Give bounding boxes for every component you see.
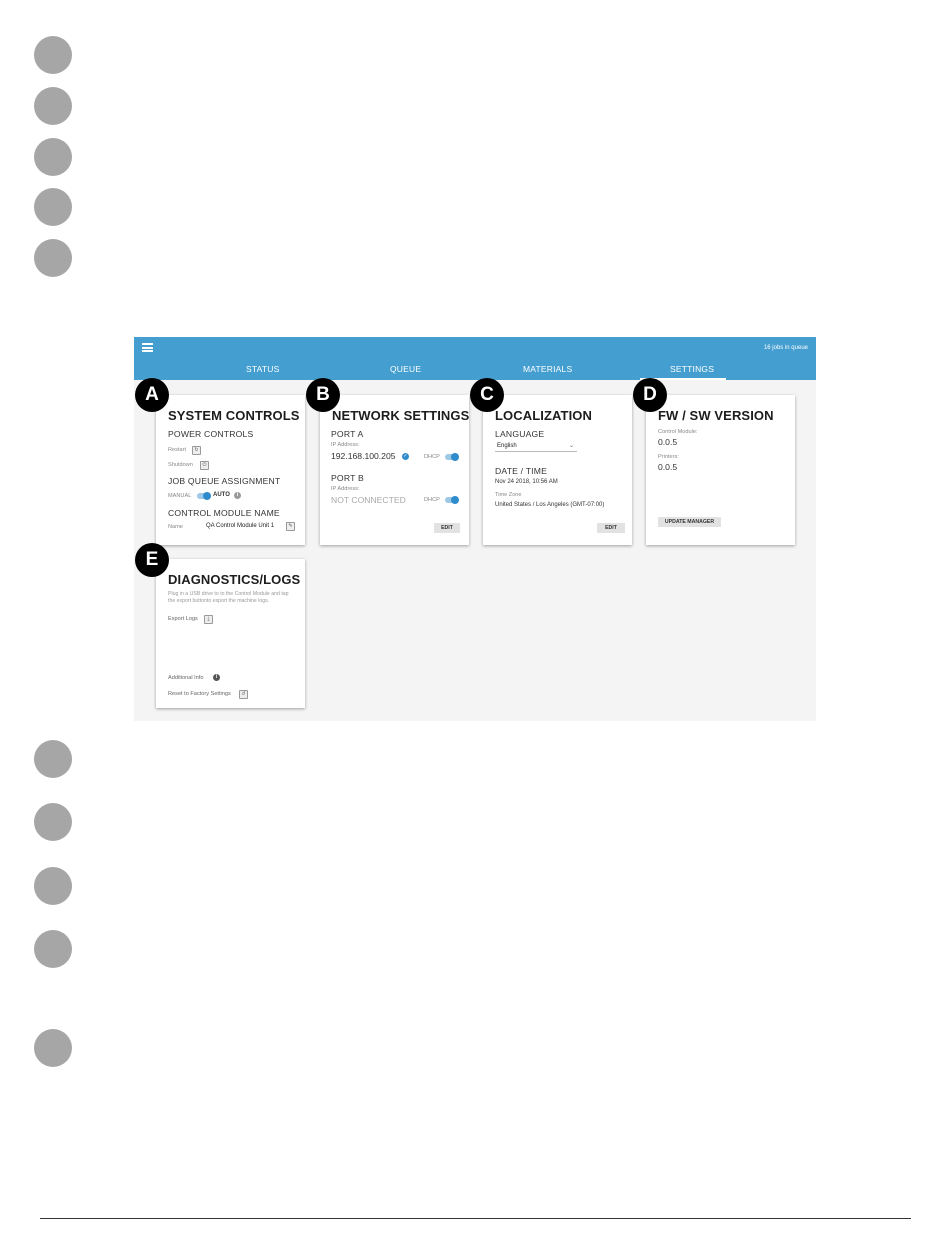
restart-icon[interactable]: ↻ xyxy=(192,446,201,455)
localization-card xyxy=(483,395,632,545)
port-b-heading: PORT B xyxy=(331,473,364,483)
dhcp-toggle-a[interactable] xyxy=(445,454,458,460)
list-bullet xyxy=(34,867,72,905)
queue-assignment-toggle[interactable] xyxy=(197,493,210,499)
footer-divider xyxy=(40,1218,911,1219)
printers-version: 0.0.5 xyxy=(658,462,678,472)
module-name-field[interactable]: QA Control Module Unit 1 xyxy=(206,523,275,529)
tab-status[interactable]: STATUS xyxy=(246,364,280,374)
list-bullet xyxy=(34,1029,72,1067)
tab-queue[interactable]: QUEUE xyxy=(390,364,422,374)
restart-label: Restart xyxy=(168,447,187,453)
dhcp-label: DHCP xyxy=(424,454,440,460)
name-label: Name xyxy=(168,524,183,530)
info-icon[interactable]: i xyxy=(213,674,220,681)
module-name-heading: CONTROL MODULE NAME xyxy=(168,508,280,518)
info-icon[interactable]: i xyxy=(234,492,241,499)
version-card xyxy=(646,395,795,545)
language-select[interactable] xyxy=(495,441,577,452)
diagnostics-description: Plug in a USB drive to to the Control Module and tap the export buttonto export the machine logs. xyxy=(168,591,289,604)
queue-count: 16 jobs in queue xyxy=(763,345,808,351)
chevron-down-icon: ⌄ xyxy=(568,443,574,449)
list-bullet xyxy=(34,87,72,125)
list-bullet xyxy=(34,188,72,226)
ip-status-value: NOT CONNECTED xyxy=(331,495,406,505)
language-value: English xyxy=(497,443,517,449)
download-icon[interactable]: ⤓ xyxy=(204,615,213,624)
language-heading: LANGUAGE xyxy=(495,429,545,439)
manual-label: MANUAL xyxy=(168,493,192,499)
export-logs-label: Export Logs xyxy=(168,616,198,622)
update-manager-button[interactable]: UPDATE MANAGER xyxy=(658,517,721,527)
card-title: FW / SW VERSION xyxy=(658,408,774,423)
card-title: NETWORK SETTINGS xyxy=(332,408,470,423)
list-bullet xyxy=(34,36,72,74)
reset-icon[interactable]: ↺ xyxy=(239,690,248,699)
card-title: LOCALIZATION xyxy=(495,408,592,423)
settings-app-window xyxy=(134,337,816,721)
tab-settings[interactable]: SETTINGS xyxy=(670,364,715,374)
tab-materials[interactable]: MATERIALS xyxy=(523,364,573,374)
card-title: DIAGNOSTICS/LOGS xyxy=(168,572,301,587)
additional-info-label: Additional Info xyxy=(168,675,204,681)
edit-pencil-icon[interactable]: ✎ xyxy=(286,522,295,531)
factory-reset-label: Reset to Factory Settings xyxy=(168,691,231,697)
network-settings-card xyxy=(320,395,469,545)
system-controls-card xyxy=(156,395,305,545)
list-bullet xyxy=(34,239,72,277)
check-circle-icon: ✓ xyxy=(403,453,408,459)
callout-badge-e: E xyxy=(135,543,169,577)
diagnostics-card xyxy=(156,559,305,708)
ip-address-label: IP Address: xyxy=(331,442,360,448)
list-bullet xyxy=(34,138,72,176)
shutdown-label: Shutdown xyxy=(168,462,193,468)
ip-address-value: 192.168.100.205 xyxy=(331,451,396,461)
dhcp-toggle-b[interactable] xyxy=(445,497,458,503)
port-a-heading: PORT A xyxy=(331,429,364,439)
hamburger-menu-icon[interactable] xyxy=(142,343,153,352)
datetime-value: Nov 24 2018, 10:56 AM xyxy=(495,479,558,485)
timezone-label: Time Zone xyxy=(495,492,522,498)
list-bullet xyxy=(34,803,72,841)
edit-button[interactable]: EDIT xyxy=(434,523,460,533)
timezone-value: United States / Los Angeles (GMT-07:00) xyxy=(495,502,605,508)
callout-badge-c: C xyxy=(470,378,504,412)
card-title: SYSTEM CONTROLS xyxy=(168,408,300,423)
control-module-label: Control Module: xyxy=(658,429,698,435)
callout-badge-d: D xyxy=(633,378,667,412)
edit-button[interactable]: EDIT xyxy=(597,523,625,533)
list-bullet xyxy=(34,930,72,968)
printers-label: Printers: xyxy=(658,454,679,460)
callout-badge-a: A xyxy=(135,378,169,412)
list-bullet xyxy=(34,740,72,778)
power-icon[interactable]: ⏻ xyxy=(200,461,209,470)
control-module-version: 0.0.5 xyxy=(658,437,678,447)
dhcp-label: DHCP xyxy=(424,497,440,503)
auto-label: AUTO xyxy=(213,492,230,498)
job-queue-heading: JOB QUEUE ASSIGNMENT xyxy=(168,476,281,486)
callout-badge-b: B xyxy=(306,378,340,412)
datetime-heading: DATE / TIME xyxy=(495,466,548,476)
power-controls-heading: POWER CONTROLS xyxy=(168,429,254,439)
top-nav-bar xyxy=(134,337,816,380)
ip-address-label: IP Address: xyxy=(331,486,360,492)
